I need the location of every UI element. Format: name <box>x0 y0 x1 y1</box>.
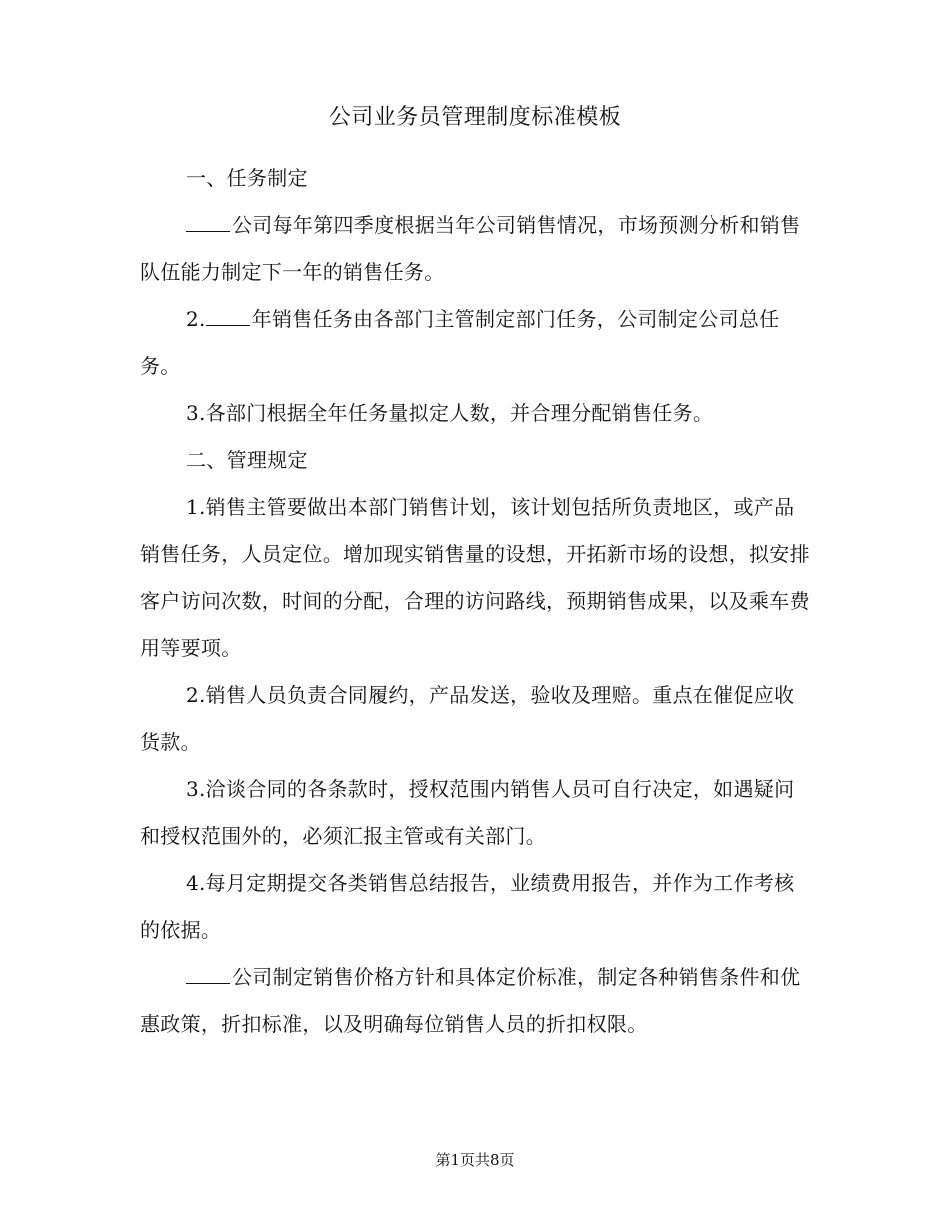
section-heading-management: 二、管理规定 <box>186 448 308 472</box>
paragraph-management-2: 2.销售人员负责合同履约，产品发送，验收及理赔。重点在催促应收货款。 <box>140 683 795 754</box>
paragraph-management-5 <box>140 954 812 1048</box>
document-body <box>140 155 812 1048</box>
paragraph-text: 年销售任务由各部门主管制定部门任务，公司制定公司总任务。 <box>140 307 780 378</box>
fill-blank <box>186 965 230 984</box>
paragraph-management-3: 3.洽谈合同的各条款时，授权范围内销售人员可自行决定，如遇疑问和授权范围外的，必须汇报主管或有关部门。 <box>140 777 795 848</box>
fill-blank <box>206 307 250 326</box>
paragraph-text: 公司制定销售价格方针和具体定价标准，制定各种销售条件和优惠政策，折扣标准，以及明确每位销售人员的折扣权限。 <box>140 965 801 1036</box>
paragraph-task-2 <box>140 296 812 390</box>
paragraph-text: 公司每年第四季度根据当年公司销售情况，市场预测分析和销售队伍能力制定下一年的销售任务。 <box>140 213 801 284</box>
fill-blank <box>186 213 230 232</box>
document-title: 公司业务员管理制度标准模板 <box>328 105 622 130</box>
section-heading-task: 一、任务制定 <box>186 166 308 190</box>
paragraph-task-3: 3.各部门根据全年任务量拟定人数，并合理分配销售任务。 <box>186 401 714 425</box>
page-number: 第1页共8页 <box>435 1151 515 1169</box>
item-number: 2. <box>186 307 206 331</box>
paragraph-task-1 <box>140 202 812 296</box>
paragraph-management-4: 4.每月定期提交各类销售总结报告，业绩费用报告，并作为工作考核的依据。 <box>140 871 795 942</box>
paragraph-management-1: 1.销售主管要做出本部门销售计划，该计划包括所负责地区，或产品销售任务，人员定位。增加现实销售量的设想，开拓新市场的设想，拟安排客户访问次数，时间的分配，合理的访问路线，预期销售成果，以及乘车费用等要项。 <box>140 495 810 660</box>
